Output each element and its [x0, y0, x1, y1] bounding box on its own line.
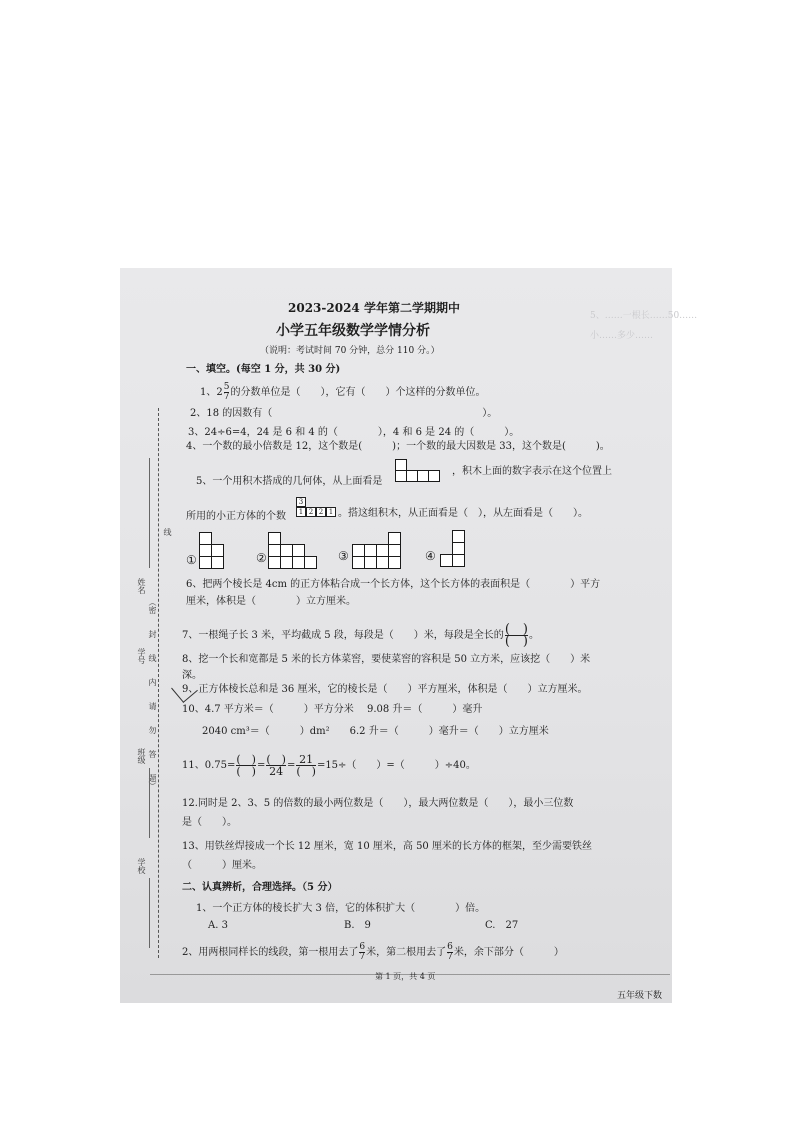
fraction-blank: $\frac{( )}{24}$ [266, 753, 286, 778]
question-6-line-1: 6、把两个棱长是 4cm 的正方体粘合成一个长方体，这个长方体的表面积是（ ）平方 [186, 579, 601, 590]
question-13-line-2: （ ）厘米。 [182, 860, 262, 871]
bleed-through-text: 5、……一根长……50…… [590, 311, 698, 321]
fraction: $\frac{6}{7}$ [359, 942, 366, 962]
sidebar-name-label: 姓名 [137, 578, 146, 594]
sidebar-school-label: 学校 [137, 858, 146, 874]
question-5-line-2b: 。搭这组积木，从正面看是（ ），从左面看是（ ）。 [338, 508, 588, 519]
option-cube [304, 556, 317, 569]
question-5-line-2a: 所用的小正方体的个数 [186, 511, 286, 522]
sidebar-class-underline [149, 768, 150, 838]
question-7: 7、一根绳子长 3 米，平均截成 5 段，每段是（ ）米，每段是全长的 $\frac{( )}{( )}$ 。 [182, 622, 539, 649]
question-8-line-2: 深。 [182, 670, 202, 681]
option-3-label: ③ [338, 549, 349, 563]
question-4: 4、一个数的最小倍数是 12，这个数是( )；一个数的最大因数是 33，这个数是( )。 [186, 441, 610, 452]
option-cube [452, 554, 465, 567]
question-3: 3、24÷6=4，24 是 6 和 4 的（ ），4 和 6 是 24 的（ ）。 [188, 427, 520, 438]
strip-cell: 3 [296, 497, 306, 507]
page-number: 第 1 页，共 4 页 [375, 972, 436, 981]
question-10-line-2: 2040 cm³＝（ ）dm² 6.2 升＝（ ）毫升＝（ ）立方厘米 [202, 726, 549, 737]
question-12-line-2: 是（ ）。 [182, 817, 237, 828]
sidebar-seal-text: （密 封 线 内 请 勿 答 题） [148, 598, 157, 790]
option-2-label: ② [256, 551, 267, 565]
choice-a: A. 3 [208, 920, 228, 931]
question-13-line-1: 13、用铁丝焊接成一个长 12 厘米，宽 10 厘米，高 50 厘米的长方体的框架，至少需要铁丝 [182, 841, 592, 852]
top-view-cube [428, 470, 440, 482]
section-1-title: 一、填空。(每空 1 分，共 30 分) [186, 364, 341, 375]
top-view-figure [395, 459, 445, 485]
fraction-blank: $\frac{( )}{( )}$ [236, 753, 256, 778]
question-9: 9、正方体棱长总和是 36 厘米，它的棱长是（ ）平方厘米，体积是（ ）立方厘米。 [182, 684, 588, 695]
seal-dashed-line [158, 408, 159, 958]
question-5-line-1b: ，积木上面的数字表示在这个位置上 [452, 466, 612, 477]
exam-title: 2023-2024 学年第二学期期中 [288, 301, 460, 315]
section-2-title: 二、认真辨析，合理选择。（5 分） [182, 882, 338, 893]
number-strip-top [296, 497, 306, 507]
choice-c: C. 27 [485, 920, 519, 931]
fraction-blank: $\frac{21}{( )}$ [296, 753, 316, 778]
number-strip [296, 507, 336, 517]
sidebar-line-label: 线 [163, 528, 172, 536]
question-8-line-1: 8、挖一个长和宽都是 5 米的长方体菜窖，要使菜窖的容积是 50 立方米，应该挖（ ）米 [182, 654, 591, 665]
strip-cell: 1 [326, 507, 336, 517]
strip-cell: 2 [306, 507, 316, 517]
bleed-through-text: 小……多少…… [590, 331, 654, 341]
question-1: 1、2 $\frac{5}{7}$ 的分数单位是（ ），它有（ ）个这样的分数单位。 [200, 382, 486, 402]
fraction-blank: $\frac{( )}{( )}$ [504, 622, 528, 649]
question-5-line-1a: 5、一个用积木搭成的几何体，从上面看是 [196, 476, 383, 487]
section-2-question-1: 1、一个正方体的棱长扩大 3 倍，它的体积扩大（ ）倍。 [196, 903, 486, 914]
option-4-label: ④ [425, 549, 436, 563]
exam-subtitle: 小学五年级数学学情分析 [276, 323, 430, 339]
next-page-edge-text: 五年级下数 [617, 991, 663, 1001]
question-6-line-2: 厘米，体积是（ ）立方厘米。 [186, 596, 356, 607]
choice-b: B. 9 [344, 920, 371, 931]
sidebar-school-underline [149, 878, 150, 948]
strip-cell: 2 [316, 507, 326, 517]
sidebar-name-underline [149, 458, 150, 568]
question-10-line-1: 10、4.7 平方米＝（ ）平方分米 9.08 升＝（ ）毫升 [182, 704, 483, 715]
sidebar-number-label: 学号 [137, 648, 146, 664]
option-1-label: ① [186, 553, 197, 567]
fraction: $\frac{6}{7}$ [447, 942, 453, 962]
question-2: 2、18 的因数有（ ）。 [190, 408, 498, 419]
scanned-page-photo [120, 268, 698, 1003]
question-12-line-1: 12.同时是 2、3、5 的倍数的最小两位数是（ ），最大两位数是（ ），最小三位数 [182, 798, 574, 809]
question-11: 11、0.75= $\frac{( )}{( )}$ = $\frac{( )}{24}$ = $\frac{21}{( )}$ =15÷（ ）=（ ）÷40。 [182, 753, 476, 778]
exam-paper [120, 268, 698, 1003]
option-cube [388, 556, 401, 569]
option-cube [211, 556, 224, 569]
section-2-question-2: 2、用两根同样长的线段，第一根用去了 $\frac{6}{7}$ 米，第二根用去了 $\frac{6}{7}$ 米，余下部分（ ） [182, 942, 564, 962]
sidebar-class-label: 班级 [137, 748, 146, 764]
exam-note: （说明：考试时间 70 分钟，总分 110 分。） [260, 346, 440, 356]
fraction: $\frac{5}{7}$ [223, 382, 230, 402]
strip-cell: 1 [296, 507, 306, 517]
